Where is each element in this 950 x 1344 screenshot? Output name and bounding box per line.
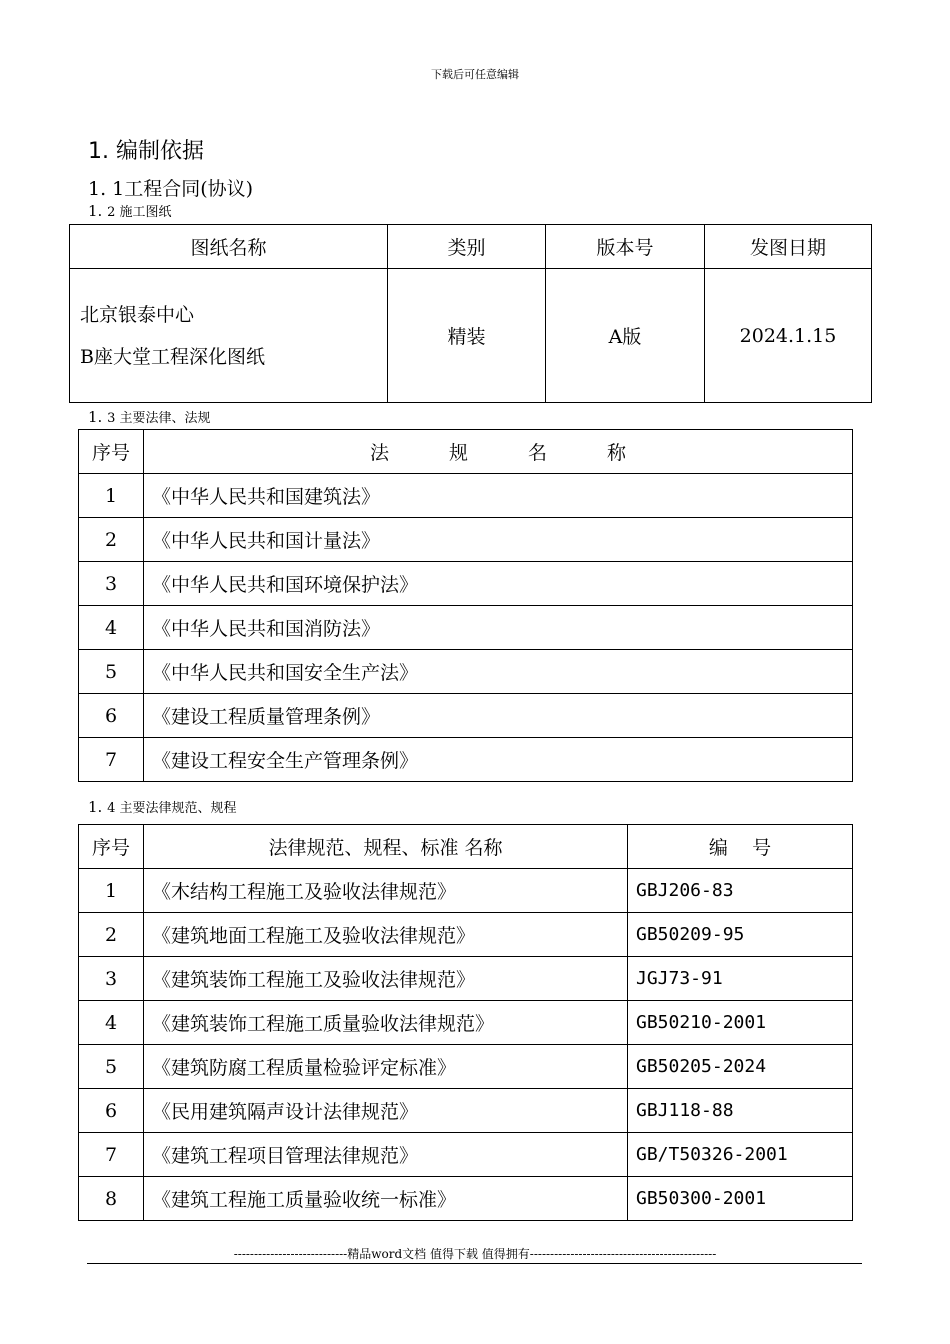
table-row: [79, 1001, 853, 1045]
row-no: 6: [79, 1089, 144, 1133]
laws-table-header: [79, 430, 853, 474]
law-title: 《中华人民共和国消防法》: [144, 606, 853, 650]
section-drawings: [88, 201, 172, 220]
standard-code: GB/T50326-2001: [628, 1133, 853, 1177]
law-title: 《建设工程质量管理条例》: [144, 694, 853, 738]
header-code: 编 号: [628, 825, 853, 869]
table-row: [79, 913, 853, 957]
standard-code: GB50205-2024: [628, 1045, 853, 1089]
table-row: [79, 1133, 853, 1177]
drawings-table-header: [70, 225, 872, 269]
header-law-char: 名: [528, 442, 548, 464]
table-row: [79, 650, 853, 694]
row-no: 8: [79, 1177, 144, 1221]
section-contract: 1. 1工程合同(协议): [88, 178, 254, 200]
header-law-char: 规: [448, 442, 468, 464]
table-row: [79, 738, 853, 782]
standard-code: GB50209-95: [628, 913, 853, 957]
page-header-note: 下载后可任意编辑: [431, 68, 519, 81]
standard-title: 《建筑工程项目管理法律规范》: [144, 1133, 628, 1177]
row-no: 3: [79, 957, 144, 1001]
standard-title: 《建筑装饰工程施工质量验收法律规范》: [144, 1001, 628, 1045]
drawings-table: [69, 224, 872, 403]
standard-title: 《木结构工程施工及验收法律规范》: [144, 869, 628, 913]
row-no: 3: [79, 562, 144, 606]
standards-table: [78, 824, 853, 1221]
laws-table: [78, 429, 853, 782]
law-title: 《中华人民共和国安全生产法》: [144, 650, 853, 694]
row-no: 2: [79, 913, 144, 957]
section-drawings-prefix: 1.: [88, 202, 103, 220]
table-row: [79, 474, 853, 518]
header-law-char: 法: [369, 442, 389, 464]
standard-code: GB50300-2001: [628, 1177, 853, 1221]
drawing-category: 精装: [388, 269, 546, 403]
standard-code: GB50210-2001: [628, 1001, 853, 1045]
footer-divider: [87, 1263, 862, 1264]
table-row: [79, 1045, 853, 1089]
section-title-basis: 1. 编制依据: [88, 139, 204, 164]
row-no: 7: [79, 738, 144, 782]
row-no: 1: [79, 869, 144, 913]
table-row: [79, 562, 853, 606]
row-no: 2: [79, 518, 144, 562]
standard-title: 《建筑地面工程施工及验收法律规范》: [144, 913, 628, 957]
header-version: 版本号: [546, 225, 705, 269]
law-title: 《中华人民共和国建筑法》: [144, 474, 853, 518]
header-standard-name: 法律规范、规程、标准 名称: [144, 825, 628, 869]
row-no: 5: [79, 1045, 144, 1089]
table-row: [79, 694, 853, 738]
row-no: 5: [79, 650, 144, 694]
header-law-char: 称: [607, 442, 627, 464]
row-no: 6: [79, 694, 144, 738]
header-law-name: [144, 430, 853, 474]
standards-table-header: [79, 825, 853, 869]
standard-code: JGJ73-91: [628, 957, 853, 1001]
standard-title: 《民用建筑隔声设计法律规范》: [144, 1089, 628, 1133]
standard-code: GBJ118-88: [628, 1089, 853, 1133]
row-no: 1: [79, 474, 144, 518]
standard-code: GBJ206-83: [628, 869, 853, 913]
row-no: 4: [79, 606, 144, 650]
header-issue-date: 发图日期: [705, 225, 872, 269]
section-laws-text: 3 主要法律、法规: [107, 411, 211, 426]
section-laws-prefix: 1.: [88, 408, 103, 426]
table-row: [70, 269, 872, 403]
section-laws: [88, 407, 211, 426]
table-row: [79, 1177, 853, 1221]
row-no: 7: [79, 1133, 144, 1177]
table-row: [79, 869, 853, 913]
section-standards-text: 4 主要法律规范、规程: [107, 801, 237, 816]
header-drawing-name: 图纸名称: [70, 225, 388, 269]
law-title: 《中华人民共和国计量法》: [144, 518, 853, 562]
drawing-name-line1: 北京银泰中心: [80, 303, 195, 326]
drawing-version: A版: [546, 269, 705, 403]
standard-title: 《建筑装饰工程施工及验收法律规范》: [144, 957, 628, 1001]
drawing-name-line2: B座大堂工程深化图纸: [80, 345, 265, 368]
drawing-name-cell: [70, 269, 388, 403]
header-no: 序号: [79, 825, 144, 869]
drawing-date: 2024.1.15: [705, 269, 872, 403]
table-row: [79, 957, 853, 1001]
table-row: [79, 1089, 853, 1133]
header-no: 序号: [79, 430, 144, 474]
section-standards: [88, 797, 237, 816]
standard-title: 《建筑防腐工程质量检验评定标准》: [144, 1045, 628, 1089]
table-row: [79, 518, 853, 562]
row-no: 4: [79, 1001, 144, 1045]
standard-title: 《建筑工程施工质量验收统一标准》: [144, 1177, 628, 1221]
header-category: 类别: [388, 225, 546, 269]
page-footer-text: ----------------------------精品word文档 值得下载 值得拥有----------------------------------------------: [233, 1247, 717, 1261]
section-drawings-text: 2 施工图纸: [107, 205, 172, 220]
section-standards-prefix: 1.: [88, 798, 103, 816]
table-row: [79, 606, 853, 650]
law-title: 《建设工程安全生产管理条例》: [144, 738, 853, 782]
law-title: 《中华人民共和国环境保护法》: [144, 562, 853, 606]
